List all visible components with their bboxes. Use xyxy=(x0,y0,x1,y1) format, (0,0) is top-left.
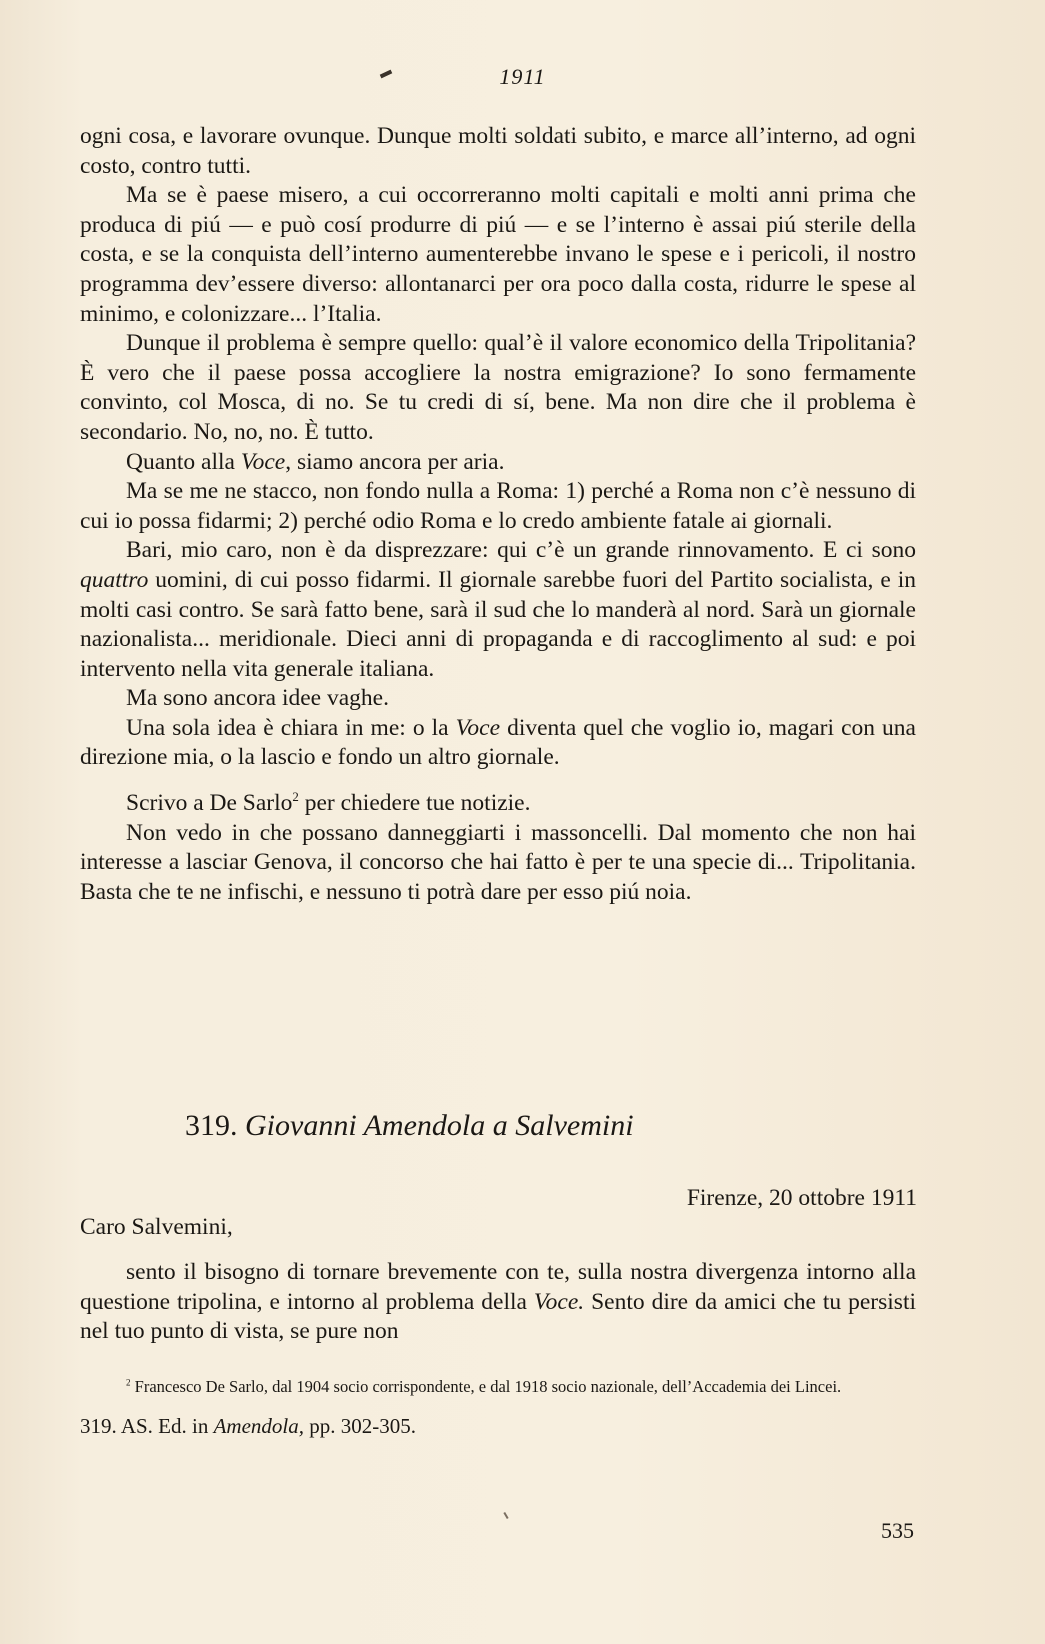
paragraph-2 xyxy=(80,181,916,329)
letter-paragraph xyxy=(80,1258,916,1347)
text-run: Una sola idea è chiara in me: o la xyxy=(126,714,456,741)
text-run: Non vedo in che possano danneggiarti i massoncelli. Dal momento che non hai interesse a lasciar Genova, il concorso che hai fatto è per te una specie di... Tripolitania. Basta che te ne infischi, e nessuno ti potrà dare per esso piú noia. xyxy=(80,819,916,905)
paragraph-4 xyxy=(80,448,916,478)
text-run: , siamo ancora per aria. xyxy=(285,448,505,475)
footnote-text: Francesco De Sarlo, dal 1904 socio corrispondente, e dal 1918 socio nazionale, dell’Accademia dei Lincei. xyxy=(134,1377,842,1396)
letter-body-end: Sento dire da amici che tu persisti nel tuo punto di vista, se pure non xyxy=(80,1288,916,1345)
paragraph-5 xyxy=(80,477,916,536)
paragraph-1 xyxy=(80,122,916,181)
paragraph-7 xyxy=(80,684,916,714)
text-run: Ma se me ne stacco, non fondo nulla a Roma: 1) perché a Roma non c’è nessuno di cui io possa fidarmi; 2) perché odio Roma e lo credo ambiente fatale ai giornali. xyxy=(80,478,916,534)
text-run: Dunque il problema è sempre quello: qual’è il valore economico della Tripolitania? È vero che il paese possa accogliere la nostra emigrazione? Io sono fermamente convinto, col Mosca, di no. Se tu credi di sí, bene. Ma non dire che il problema è secondario. No, no, no. È tutto. xyxy=(80,330,916,445)
text-run: Ma se è paese misero, a cui occorreranno molti capitali e molti anni prima che produca di piú — e può cosí produrre di piú — e se l’interno è assai piú sterile della costa, e se la conquista dell’interno aumenterebbe invano le spese e i pericoli, il nostro programma dev’essere diverso: allontanarci per ora poco dalla costa, ridurre le spese al minimo, e colonizzare... l’Italia. xyxy=(80,182,916,327)
source-ref-number: 319. xyxy=(80,1414,117,1438)
page-number: 535 xyxy=(881,1518,914,1543)
text-run: Bari, mio caro, non è da disprezzare: qui c’è un grande rinnovamento. E ci sono xyxy=(126,537,916,564)
text-run: Ma sono ancora idee vaghe. xyxy=(126,685,389,712)
text-run: Quanto alla xyxy=(126,448,241,475)
text-run: per chiedere tue notizie. xyxy=(298,790,531,817)
stray-ink-tick xyxy=(503,1512,508,1519)
source-ref-pages: pp. 302-305. xyxy=(304,1414,417,1438)
source-reference xyxy=(80,1413,916,1439)
text-run: ogni cosa, e lavorare ovunque. Dunque molti soldati subito, e marce all’interno, ad ogni costo, contro tutti. xyxy=(80,123,916,179)
letter-salutation: Caro Salvemini, xyxy=(80,1214,233,1240)
source-ref-italic: Amendola, xyxy=(213,1414,305,1438)
text-run: Scrivo a De Sarlo xyxy=(126,790,293,817)
letter-number: 319. xyxy=(185,1109,238,1142)
paragraph-9 xyxy=(80,789,916,819)
letter-heading xyxy=(185,1108,925,1144)
running-head-year: 1911 xyxy=(499,64,546,89)
paragraph-10 xyxy=(80,819,916,908)
italic-text: Voce xyxy=(455,714,501,741)
main-text-block xyxy=(80,122,916,907)
letter-body-text: sento il bisogno di tornare brevemente con te, sulla nostra divergenza intorno alla questione tripolina, e intorno al problema della xyxy=(80,1259,916,1315)
italic-text: quattro xyxy=(80,566,149,593)
letter-body-italic: Voce. xyxy=(533,1288,585,1315)
letter-body xyxy=(80,1258,916,1347)
source-ref-text: AS. Ed. in xyxy=(116,1414,214,1438)
footnote-ref-mark: 2 xyxy=(292,789,299,805)
letter-title: Giovanni Amendola a Salvemini xyxy=(245,1109,634,1142)
italic-text: Voce xyxy=(240,448,286,475)
letter-date: Firenze, 20 ottobre 1911 xyxy=(686,1185,917,1211)
paragraph-8 xyxy=(80,714,916,773)
text-run: diventa quel che voglio io, magari con una direzione mia, o la lascio e fondo un altro giornale. xyxy=(80,714,916,771)
paragraph-6 xyxy=(80,536,916,684)
text-run: uomini, di cui posso fidarmi. Il giornale sarebbe fuori del Partito socialista, e in molti casi contro. Se sarà fatto bene, sarà il sud che lo manderà al nord. Sarà un giornale nazionalista... meridionale. Dieci anni di propaganda e di raccoglimento al sud: e poi intervento nella vita generale italiana. xyxy=(80,566,916,682)
paragraph-3 xyxy=(80,329,916,447)
footnote-2 xyxy=(80,1377,916,1397)
footnotes xyxy=(80,1377,916,1439)
footnote-mark: 2 xyxy=(126,1377,131,1388)
